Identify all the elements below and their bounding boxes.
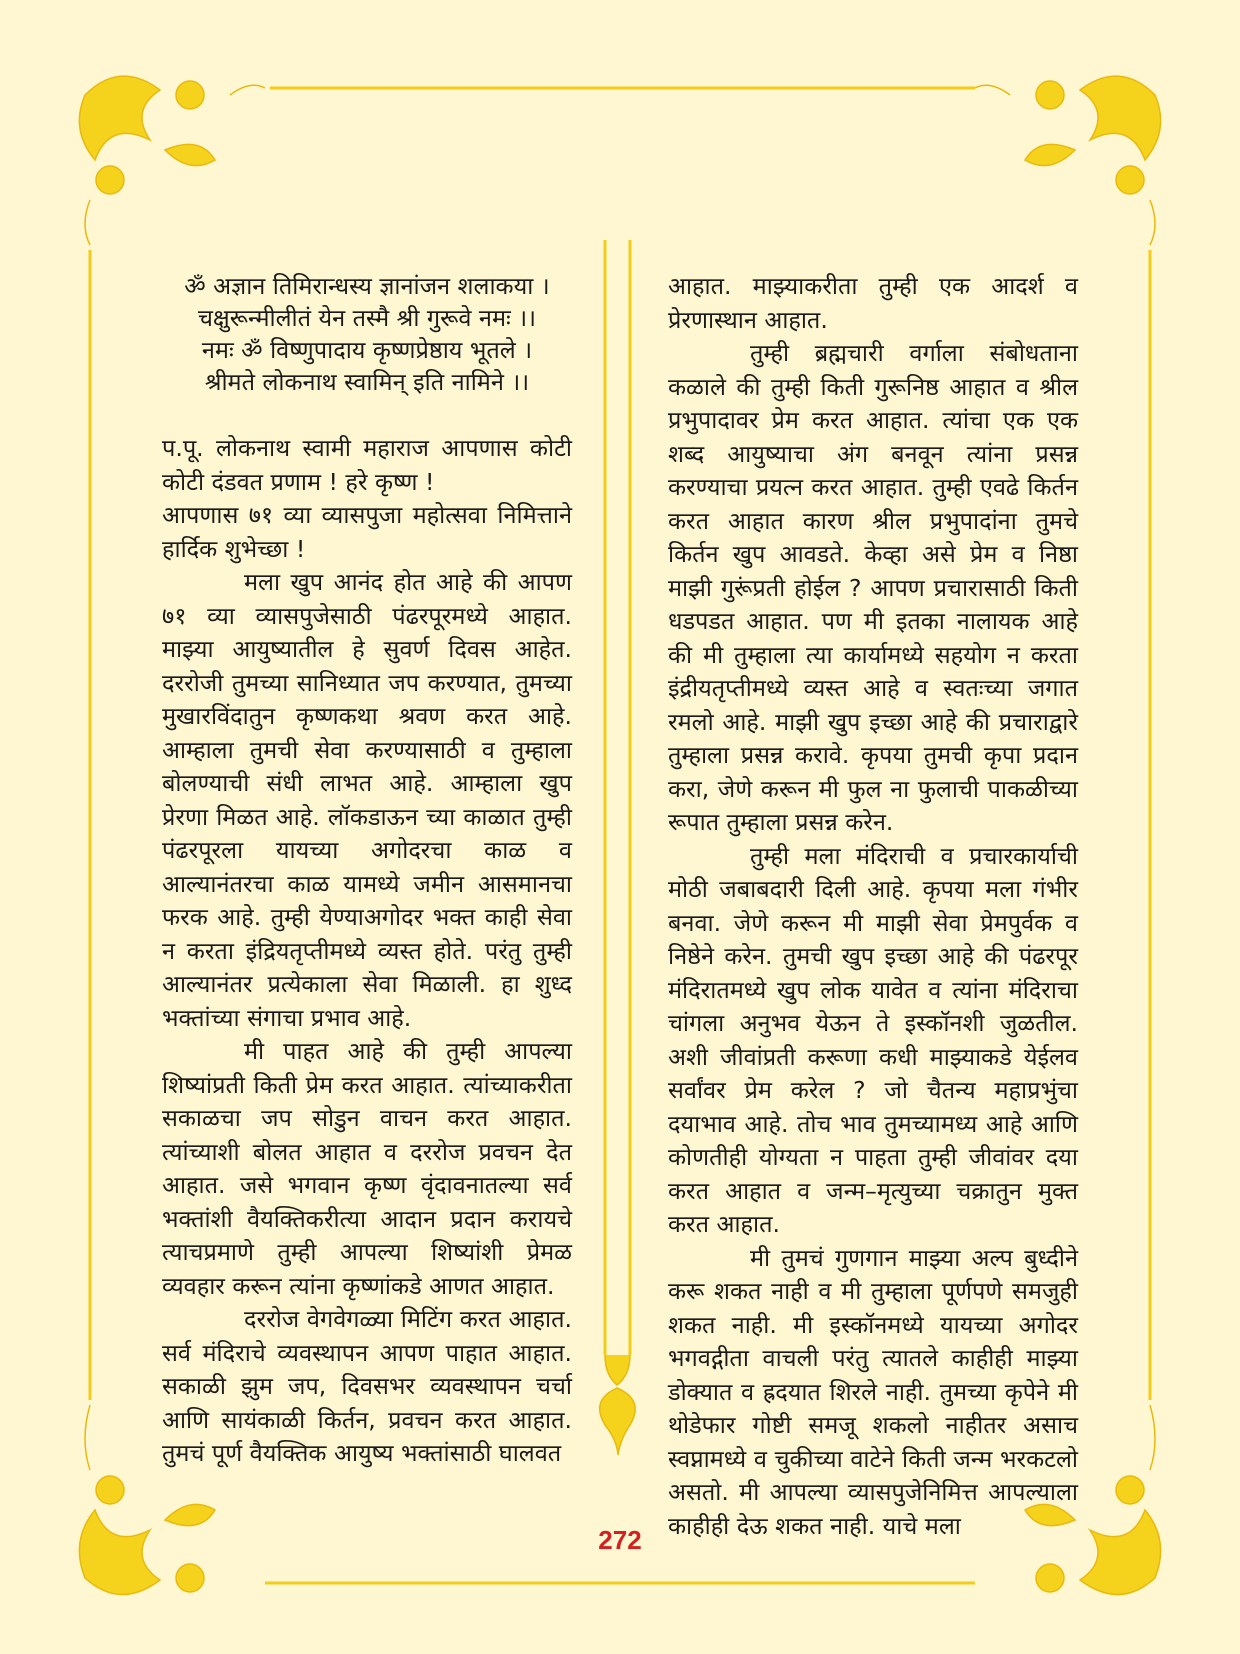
column-divider bbox=[600, 240, 636, 1455]
body-paragraph: मी पाहत आहे की तुम्ही आपल्या शिष्यांप्रती किती प्रेम करत आहात. त्यांच्याकरीता सकाळचा जप सोडुन वाचन करत आहात. त्यांच्याशी बोलत आहात व दररोज प्रवचन देत आहात. जसे भगवान कृष्ण वृंदावनातल्या सर्व भक्तांशी वैयक्तिकरीत्या आदान प्रदान करायचे त्याचप्रमाणे तुम्ही आपल्या शिष्यांशी प्रेमळ व्यवहार करून त्यांना कृष्णांकडे आणत आहात. bbox=[162, 1037, 572, 1300]
greeting-paragraph: प.पू. लोकनाथ स्वामी महाराज आपणास कोटी कोटी दंडवत प्रणाम ! हरे कृष्ण ! bbox=[162, 434, 572, 496]
body-paragraph: मी तुमचं गुणगान माझ्या अल्प बुध्दीने करू शकत नाही व मी तुम्हाला पूर्णपणे समजुही शकत नाही. मी इस्कॉनमध्ये यायच्या अगोदर भगवद्गीता वाचली परंतु त्यातले काहीही माझ्या डोक्यात व ह्रदयात शिरले नाही. तुमच्या कृपेने मी थोडेफार गोष्टी समजू शकलो नाहीतर असाच स्वप्नामध्ये व चुकीच्या वाटेने किती जन्म भरकटलो असतो. मी आपल्या व्यासपुजेनिमित्त आपल्याला काहीही देऊ शकत नाही. याचे मला bbox=[668, 1243, 1078, 1540]
shloka-line: नमः ॐ विष्णुपादाय कृष्णप्रेष्ठाय भूतले । bbox=[201, 336, 533, 364]
body-paragraph: दररोज वेगवेगळ्या मिटिंग करत आहात. सर्व मंदिराचे व्यवस्थापन आपण पाहात आहात. सकाळी झुम जप, दिवसभर व्यवस्थापन चर्चा आणि सायंकाळी किर्तन, प्रवचन करत आहात. तुमचं पूर्ण वैयक्तिक आयुष्य भक्तांसाठी घालवत bbox=[162, 1305, 572, 1467]
body-paragraph: तुम्ही ब्रह्मचारी वर्गाला संबोधताना कळाले की तुम्ही किती गुरूनिष्ठ आहात व श्रील प्रभुपादावर प्रेम करत आहात. त्यांचा एक एक शब्द आयुष्याचा अंग बनवून त्यांना प्रसन्न करण्याचा प्रयत्न करत आहात. तुम्ही एवढे किर्तन करत आहात कारण श्रील प्रभुपादांना तुमचे किर्तन खुप आवडते. केव्हा असे प्रेम व निष्ठा माझी गुरूंप्रती होईल ? आपण प्रचारासाठी किती धडपडत आहात. पण मी इतका नालायक आहे की मी तुम्हाला त्या कार्यामध्ये सहयोग न करता इंद्रीयतृप्तीमध्ये व्यस्त आहे व स्वतःच्या जगात रमलो आहे. माझी खुप इच्छा आहे की प्रचाराद्वारे तुम्हाला प्रसन्न करावे. कृपया तुमची कृपा प्रदान करा, जेणे करून मी फुल ना फुलाची पाकळीच्या रूपात तुम्हाला प्रसन्न करेन. bbox=[668, 339, 1078, 836]
left-column bbox=[162, 270, 572, 1471]
shloka-line: ॐ अज्ञान तिमिरान्धस्य ज्ञानांजन शलाकया । bbox=[184, 272, 550, 300]
corner-ornament-top-left bbox=[79, 76, 265, 245]
right-column bbox=[668, 270, 1078, 1543]
shloka-line: चक्षुरून्मीलीतं येन तस्मै श्री गुरूवे नमः ।। bbox=[197, 304, 537, 332]
body-paragraph: मला खुप आनंद होत आहे की आपण ७१ व्या व्यासपुजेसाठी पंढरपूरमध्ये आहात. माझ्या आयुष्यातील हे सुवर्ण दिवस आहेत. दररोजी तुमच्या सानिध्यात जप करण्यात, तुमच्या मुखारविंदातुन कृष्णकथा श्रवण करत आहे. आम्हाला तुमची सेवा करण्यासाठी व तुम्हाला बोलण्याची संधी लाभत आहे. आम्हाला खुप प्रेरणा मिळत आहे. लॉकडाऊन च्या काळात तुम्ही पंढरपूरला यायच्या अगोदरचा काळ व आल्यानंतरचा काळ यामध्ये जमीन आसमानचा फरक आहे. तुम्ही येण्याअगोदर भक्त काही सेवा न करता इंद्रियतृप्तीमध्ये व्यस्त होते. परंतु तुम्ही आल्यानंतर प्रत्येकाला सेवा मिळाली. हा शुध्द भक्तांच्या संगाचा प्रभाव आहे. bbox=[162, 568, 572, 1032]
invocation-shloka bbox=[162, 270, 572, 398]
wishes-paragraph: आपणास ७१ व्या व्यासपुजा महोत्सवा निमित्ताने हार्दिक शुभेच्छा ! bbox=[162, 501, 572, 563]
shloka-line: श्रीमते लोकनाथ स्वामिन् इति नामिने ।। bbox=[204, 368, 530, 396]
body-paragraph: आहात. माझ्याकरीता तुम्ही एक आदर्श व प्रेरणास्थान आहात. bbox=[668, 272, 1078, 334]
page-number: 272 bbox=[598, 1525, 642, 1555]
corner-ornament-top-right bbox=[975, 76, 1161, 245]
body-paragraph: तुम्ही मला मंदिराची व प्रचारकार्याची मोठी जबाबदारी दिली आहे. कृपया मला गंभीर बनवा. जेणे करून मी माझी सेवा प्रेमपुर्वक व निष्ठेने करेन. तुमची खुप इच्छा आहे की पंढरपूर मंदिरातमध्ये खुप लोक यावेत व त्यांना मंदिराचा चांगला अनुभव येऊन ते इस्कॉनशी जुळतील. अशी जीवांप्रती करूणा कधी माझ्याकडे येईलव सर्वांवर प्रेम करेल ? जो चैतन्य महाप्रभुंचा दयाभाव आहे. तोच भाव तुमच्यामध्य आहे आणि कोणतीही योग्यता न पाहता तुम्ही जीवांवर दया करत आहात व जन्म–मृत्युच्या चक्रातुन मुक्त करत आहात. bbox=[668, 841, 1078, 1238]
